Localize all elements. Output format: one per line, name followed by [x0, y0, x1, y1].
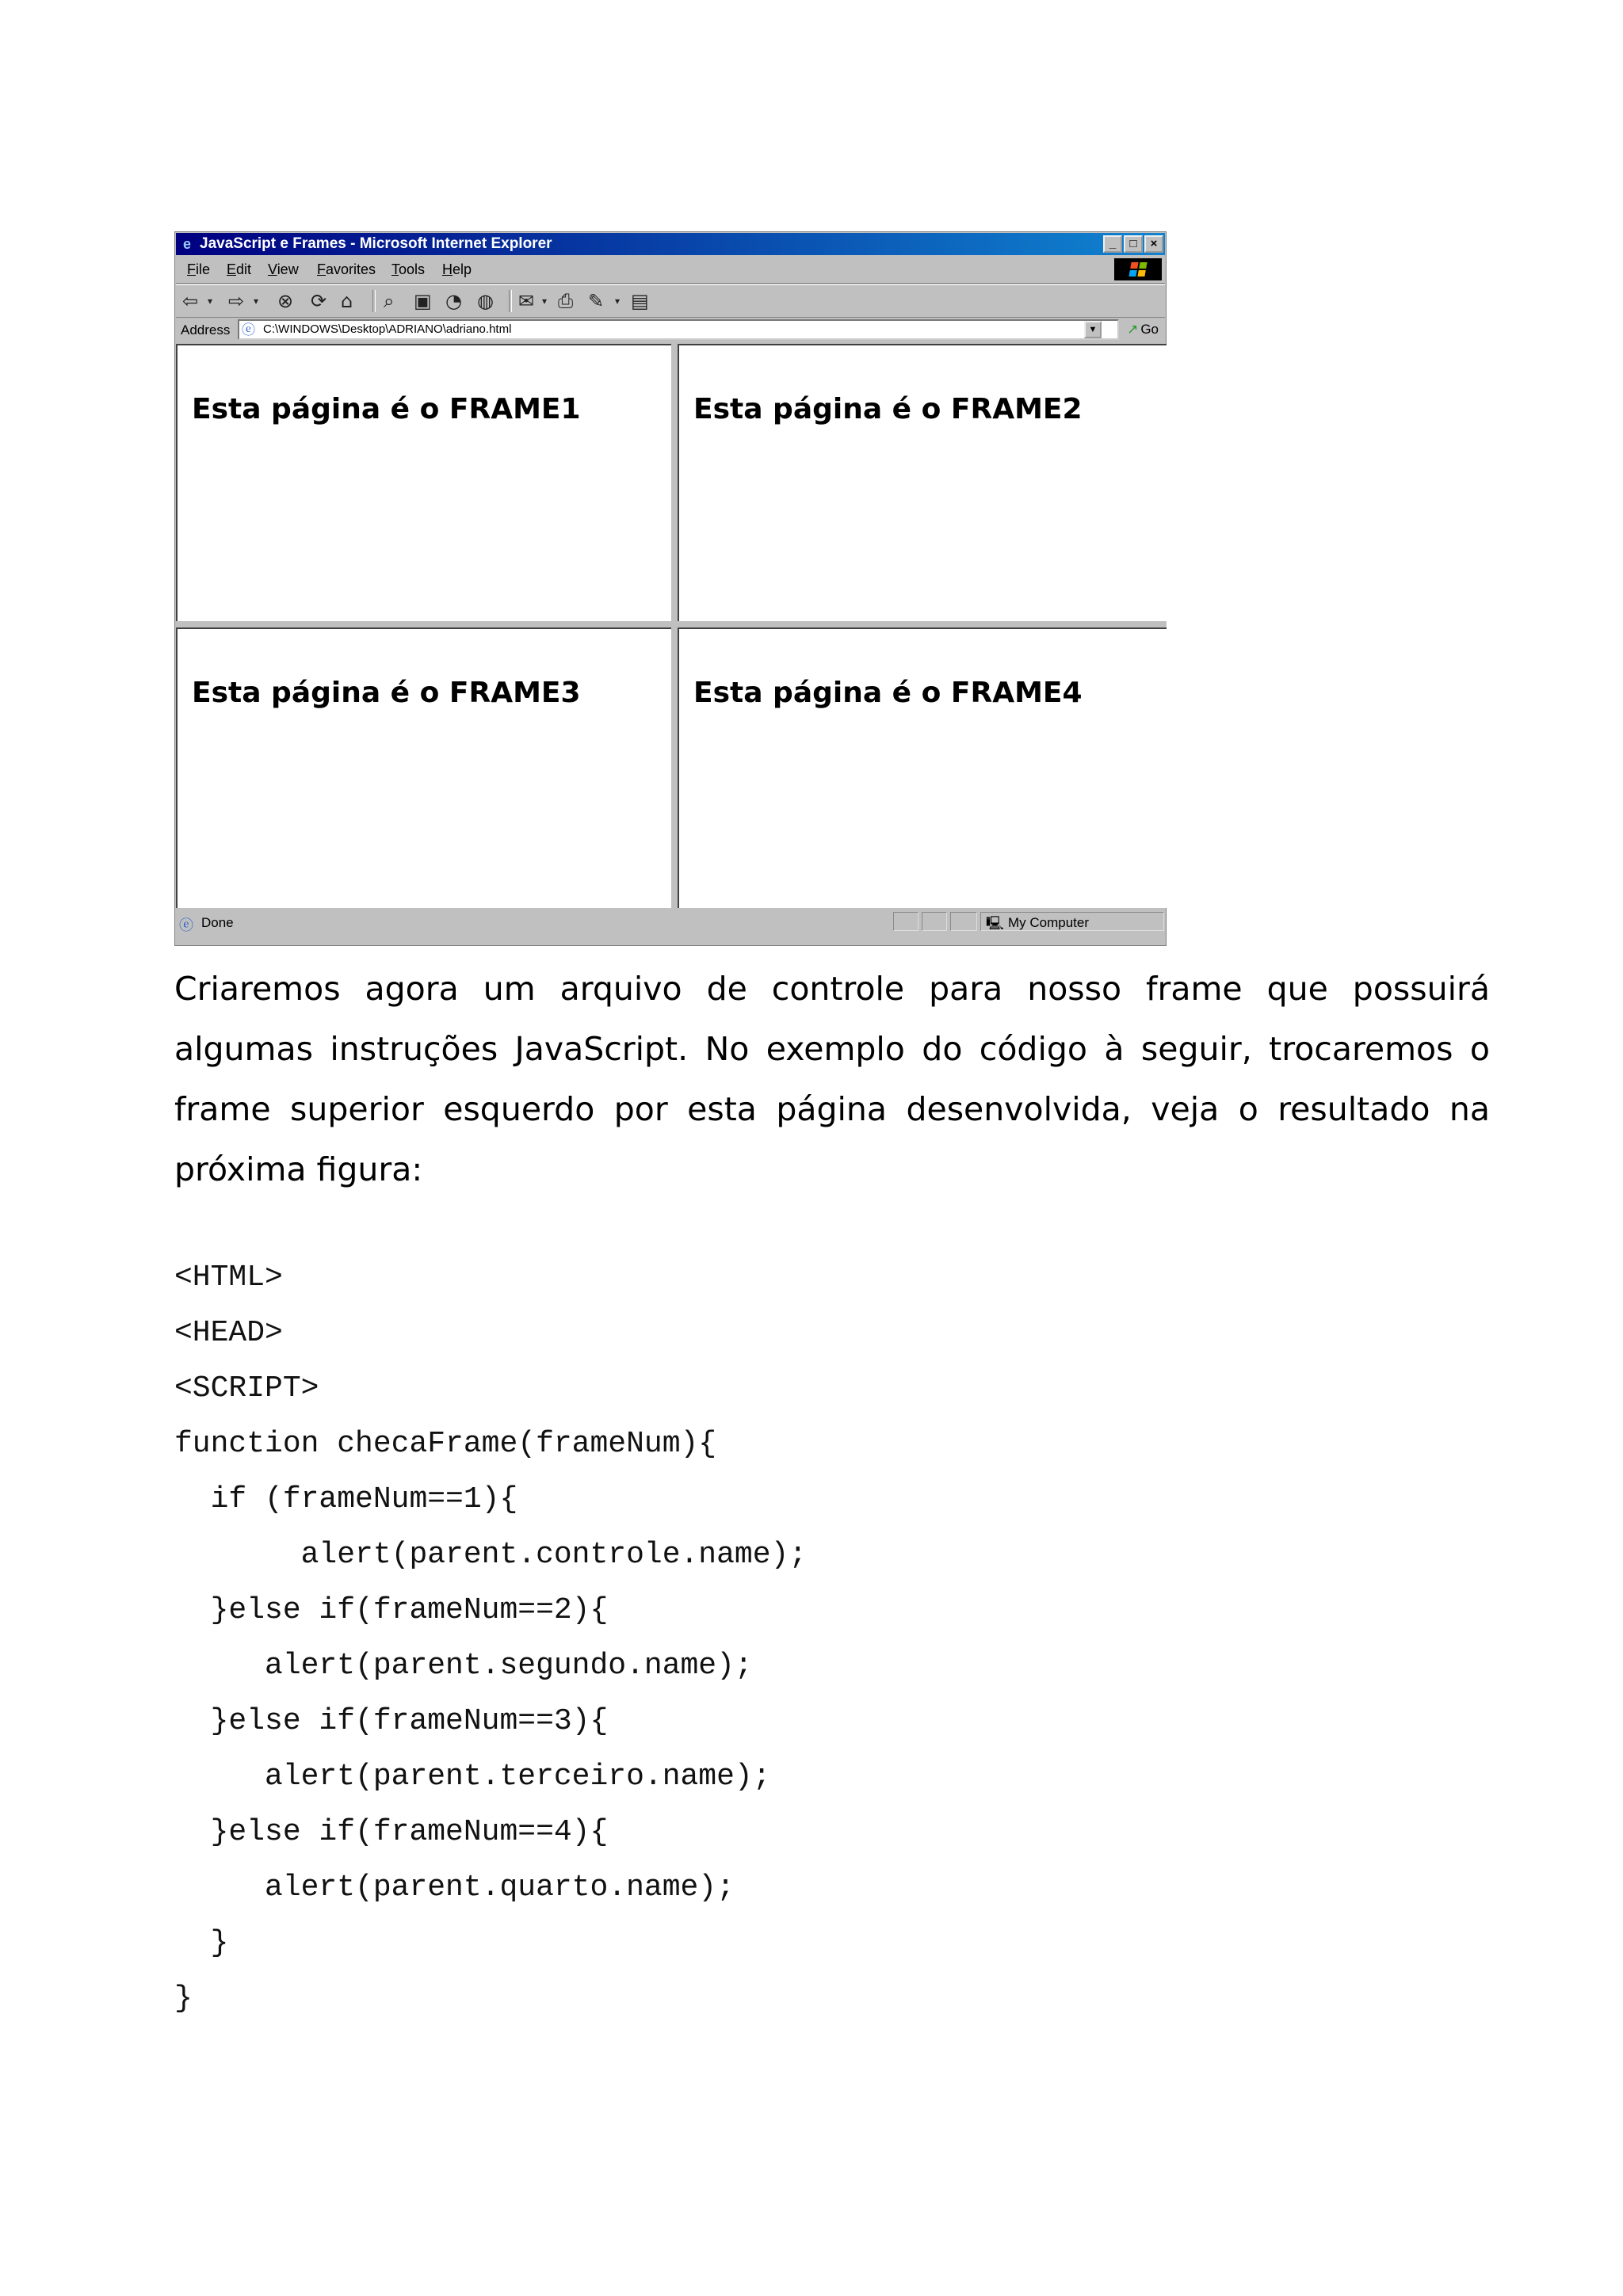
forward-icon[interactable]: ⇨ [228, 290, 245, 312]
page-done-icon: ⓔ [179, 917, 193, 933]
search-icon[interactable]: ⌕ [384, 290, 395, 312]
mail-icon[interactable]: ✉ [518, 290, 535, 312]
frame-3-text: Esta página é o FRAME3 [192, 677, 581, 709]
menu-tools[interactable]: Tools [391, 261, 426, 277]
menu-help[interactable]: Help [442, 261, 472, 277]
refresh-icon[interactable]: ⟳ [311, 290, 327, 312]
code-line: alert(parent.terceiro.name); [174, 1760, 771, 1794]
status-bar [176, 910, 1165, 944]
code-line: }else if(frameNum==4){ [174, 1815, 609, 1849]
menu-bar [176, 256, 1165, 284]
frame-1 [176, 344, 671, 621]
code-line: function checaFrame(frameNum){ [174, 1427, 717, 1461]
edit-dropdown-icon[interactable]: ▾ [615, 296, 621, 307]
frame-2 [678, 344, 1167, 621]
menu-view[interactable]: View [268, 261, 299, 277]
close-button[interactable]: × [1144, 235, 1163, 253]
address-value: C:\WINDOWS\Desktop\ADRIANO\adriano.html [263, 322, 512, 336]
code-line: <HEAD> [174, 1316, 283, 1350]
frame-4 [678, 627, 1167, 908]
status-zone-text: My Computer [1008, 915, 1090, 930]
back-icon[interactable]: ⇦ [182, 290, 199, 312]
address-bar [176, 318, 1165, 343]
menu-file[interactable]: File [187, 261, 211, 277]
code-line: alert(parent.quarto.name); [174, 1871, 735, 1905]
frame-2-text: Esta página é o FRAME2 [693, 393, 1083, 425]
mail-dropdown-icon[interactable]: ▾ [542, 296, 548, 307]
window-title: JavaScript e Frames - Microsoft Internet Explorer [200, 235, 552, 252]
home-icon[interactable]: ⌂ [341, 290, 353, 312]
code-line: alert(parent.controle.name); [174, 1538, 808, 1572]
stop-icon[interactable]: ⊗ [277, 290, 294, 312]
code-line: <HTML> [174, 1261, 283, 1295]
status-text: Done [201, 915, 234, 930]
edit-icon[interactable]: ✎ [588, 290, 605, 312]
code-line: <SCRIPT> [174, 1371, 319, 1405]
menu-edit[interactable]: Edit [227, 261, 252, 277]
history-icon[interactable]: ◔ [445, 290, 462, 312]
minimize-button[interactable]: _ [1103, 235, 1122, 253]
frame-4-text: Esta página é o FRAME4 [693, 677, 1083, 709]
body-paragraph: Criaremos agora um arquivo de controle para nosso frame que possuirá algumas instruções JavaScript. No exemplo do código à seguir, trocaremos o frame superior esquerdo por esta página desenvolvida, veja o resultado na próxima figura: [174, 970, 1490, 1188]
window-controls [1102, 235, 1163, 253]
code-line: }else if(frameNum==3){ [174, 1704, 609, 1738]
go-button[interactable]: ↗ Go [1127, 322, 1159, 337]
code-line: alert(parent.segundo.name); [174, 1649, 753, 1683]
favorites-icon[interactable]: ▣ [414, 290, 432, 312]
standard-toolbar [176, 284, 1165, 318]
code-line: } [174, 1981, 193, 2016]
code-line: }else if(frameNum==2){ [174, 1593, 609, 1627]
code-line: if (frameNum==1){ [174, 1482, 518, 1516]
my-computer-icon: 🖳 [986, 916, 1004, 931]
maximize-button[interactable]: □ [1124, 235, 1143, 253]
frame-1-text: Esta página é o FRAME1 [192, 393, 581, 425]
channels-icon[interactable]: ◍ [477, 290, 494, 312]
frame-3 [176, 627, 671, 908]
print-icon[interactable]: ⎙ [558, 290, 574, 312]
windows-logo-icon [1114, 258, 1162, 280]
address-input[interactable] [238, 319, 1119, 340]
status-zone [980, 912, 1164, 931]
frameset [176, 344, 1167, 908]
title-bar [176, 233, 1165, 255]
menu-favorites[interactable]: Favorites [317, 261, 376, 277]
browser-screenshot [174, 231, 1167, 946]
back-dropdown-icon[interactable]: ▾ [208, 296, 213, 307]
internet-explorer-icon: e [182, 236, 191, 252]
go-arrow-icon: ↗ [1127, 322, 1139, 337]
code-line: } [174, 1926, 229, 1960]
address-dropdown-icon[interactable]: ▼ [1084, 321, 1102, 338]
forward-dropdown-icon[interactable]: ▾ [254, 296, 259, 307]
discuss-icon[interactable]: ▤ [631, 290, 649, 312]
page-icon: ⓔ [242, 322, 255, 338]
address-label: Address [181, 322, 231, 338]
